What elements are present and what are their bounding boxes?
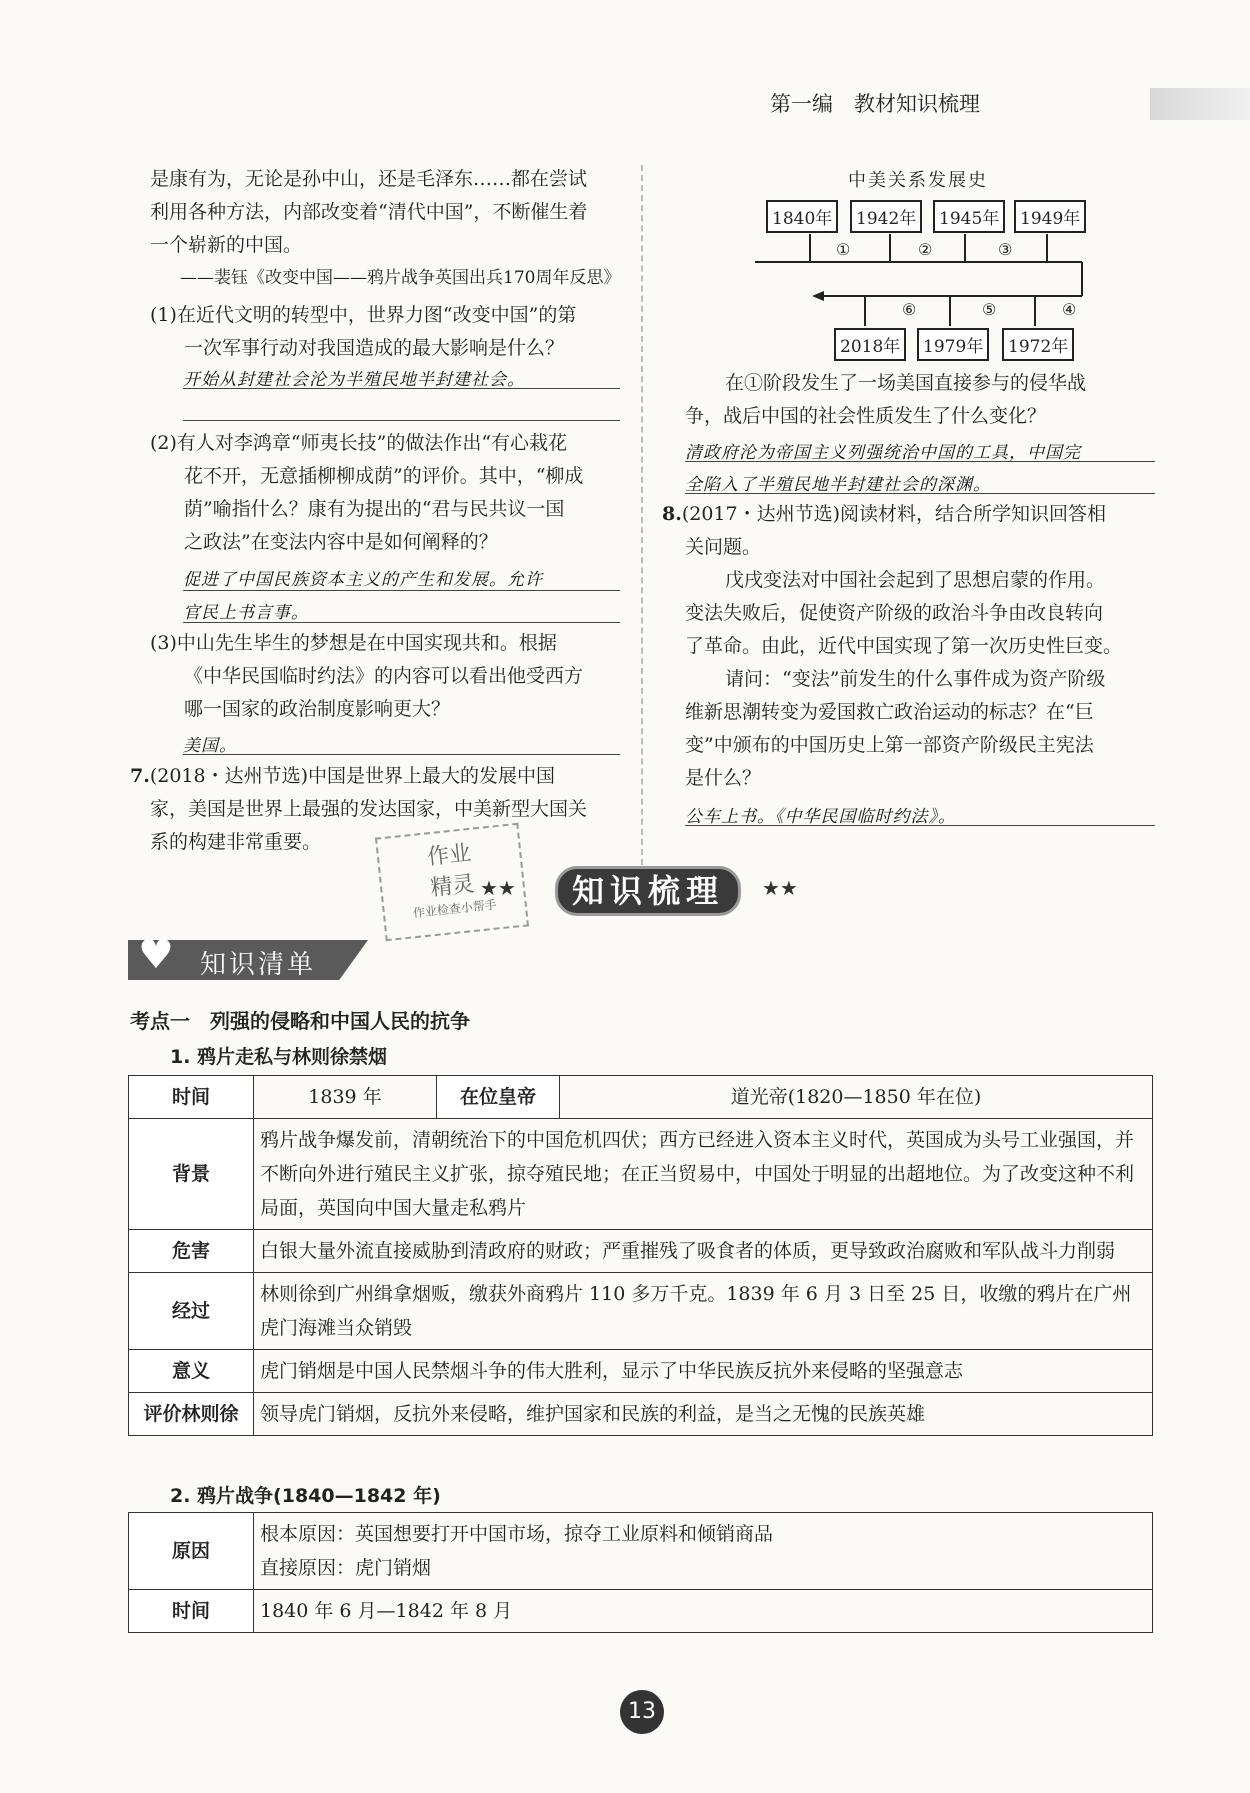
table-opium-ban: [128, 1075, 1153, 1436]
question-2-line: 之政法”在变法内容中是如何阐释的？: [184, 531, 498, 553]
question-3-line: (3)中山先生毕生的梦想是在中国实现共和。根据: [150, 632, 557, 654]
question-7-part: [685, 367, 1185, 433]
answer-2: 促进了中国民族资本主义的产生和发展。允许: [183, 570, 543, 590]
material-line: 了革命。由此，近代中国实现了第一次历史性巨变。: [685, 635, 1123, 657]
answer-line: [183, 388, 620, 389]
question-8-line: 维新思潮转变为爱国救亡政治运动的标志？在“巨: [685, 701, 1094, 723]
answer-7: 全陷入了半殖民地半封建社会的深渊。: [685, 475, 991, 495]
question-3: [150, 627, 630, 726]
question-7-line: 家，美国是世界上最强的发达国家，中美新型大国关: [150, 798, 588, 820]
section-title: 知识梳理: [555, 866, 741, 916]
answer-1: 开始从封建社会沦为半殖民地半封建社会。: [183, 370, 525, 390]
cell-label: 经过: [129, 1273, 254, 1350]
cell-label: 危害: [129, 1230, 254, 1273]
table-row: [129, 1119, 1153, 1230]
stage-mark: ①: [836, 240, 851, 259]
stamp-text: 精灵: [429, 871, 476, 902]
quote-source: ——裴钰《改变中国——鸦片战争英国出兵170周年反思》: [180, 268, 621, 288]
answer-2: 官民上书言事。: [183, 603, 309, 623]
material-line: 变法失败后，促使资产阶级的政治斗争由改良转向: [685, 602, 1104, 624]
year-box: 1979年: [917, 328, 989, 361]
stage-mark: ②: [918, 240, 933, 259]
cell-value: 1840 年 6 月—1842 年 8 月: [254, 1590, 1153, 1633]
question-2: [150, 427, 630, 559]
page-number: 13: [620, 1690, 664, 1734]
table-row: [129, 1513, 1153, 1590]
cell-value: 虎门销烟是中国人民禁烟斗争的伟大胜利，显示了中华民族反抗外来侵略的坚强意志: [254, 1350, 1153, 1393]
cell-label: 时间: [129, 1590, 254, 1633]
quote-line: 利用各种方法，内部改变着“清代中国”，不断催生着: [150, 201, 588, 223]
quote-line: 一个崭新的中国。: [150, 234, 303, 256]
answer-3: 美国。: [183, 736, 237, 756]
stage-mark: ⑥: [902, 300, 917, 319]
cell-value: 领导虎门销烟，反抗外来侵略，维护国家和民族的利益，是当之无愧的民族英雄: [254, 1393, 1153, 1436]
table-row: [129, 1273, 1153, 1350]
header-decoration: [1150, 88, 1250, 120]
stage-mark: ③: [998, 240, 1013, 259]
cell-value: 1839 年: [254, 1076, 437, 1119]
table-row: [129, 1350, 1153, 1393]
cell-value: 鸦片战争爆发前，清朝统治下的中国危机四伏；西方已经进入资本主义时代，英国成为头号工业强国，并不断向外进行殖民主义扩张，掠夺殖民地；在正当贸易中，中国处于明显的出超地位。为了改变这种不利局面，英国向中国大量走私鸦片: [254, 1119, 1153, 1230]
table-row: [129, 1590, 1153, 1633]
year-box: 1840年: [766, 200, 838, 233]
question-8-line: 变”中颁布的中国历史上第一部资产阶级民主宪法: [685, 734, 1094, 756]
cause-root: 根本原因：英国想要打开中国市场，掠夺工业原料和倾销商品: [260, 1523, 774, 1545]
question-3-line: 《中华民国临时约法》的内容可以看出他受西方: [184, 665, 584, 687]
answer-line: [183, 590, 620, 591]
cell-value: 林则徐到广州缉拿烟贩，缴获外商鸦片 110 多万千克。1839 年 6 月 3 日至 25 日，收缴的鸦片在广州虎门海滩当众销毁: [254, 1273, 1153, 1350]
question-3-line: 哪一国家的政治制度影响更大？: [184, 698, 451, 720]
answer-8: 公车上书。《中华民国临时约法》。: [685, 807, 956, 827]
cell-label: 意义: [129, 1350, 254, 1393]
star-icon: ★★: [480, 876, 516, 900]
year-box: 1942年: [850, 200, 922, 233]
question-8-line: 请问：“变法”前发生的什么事件成为资产阶级: [725, 668, 1106, 690]
cell-label: 在位皇帝: [437, 1076, 560, 1119]
header-title: 第一编 教材知识梳理: [770, 92, 980, 116]
material-line: 戊戌变法对中国社会起到了思想启蒙的作用。: [725, 569, 1106, 591]
answer-line: [183, 420, 620, 421]
question-8-line: 关问题。: [685, 536, 762, 558]
cell-value: [254, 1513, 1153, 1590]
year-box: 1945年: [933, 200, 1005, 233]
question-2-line: 花不开，无意插柳柳成荫”的评价。其中，“柳成: [184, 465, 584, 487]
kaodian-heading: 考点一 列强的侵略和中国人民的抗争: [130, 1009, 470, 1033]
year-box: 2018年: [834, 328, 906, 361]
stamp-text: 作业: [426, 840, 473, 871]
quote-block: [150, 163, 630, 365]
question-2-line: (2)有人对李鸿章“师夷长技”的做法作出“有心栽花: [150, 432, 568, 454]
answer-line: [685, 461, 1155, 462]
timeline-title: 中美关系发展史: [848, 170, 988, 191]
question-8-line: 是什么？: [685, 767, 762, 789]
question-8-line: (2017・达州节选)阅读材料，结合所学知识回答相: [681, 503, 1107, 525]
column-divider: [641, 165, 643, 865]
table-row: [129, 1230, 1153, 1273]
answer-7: 清政府沦为帝国主义列强统治中国的工具，中国完: [685, 443, 1081, 463]
cell-label: 评价林则徐: [129, 1393, 254, 1436]
question-7-line: (2018・达州节选)中国是世界上最大的发展中国: [149, 765, 556, 787]
answer-line: [685, 493, 1155, 494]
question-1-line: (1)在近代文明的转型中，世界力图“改变中国”的第: [150, 304, 577, 326]
question-number: 7.: [130, 765, 150, 787]
cell-label: 背景: [129, 1119, 254, 1230]
question-number: 8.: [662, 503, 682, 525]
question-7-line: 争，战后中国的社会性质发生了什么变化？: [685, 405, 1047, 427]
subheading-1: 1. 鸦片走私与林则徐禁烟: [170, 1046, 388, 1068]
subheading-2: 2. 鸦片战争(1840—1842 年): [170, 1485, 441, 1507]
cell-value: 道光帝(1820—1850 年在位): [560, 1076, 1153, 1119]
table-row: [129, 1393, 1153, 1436]
cell-value: 白银大量外流直接威胁到清政府的财政；严重摧残了吸食者的体质，更导致政治腐败和军队战斗力削弱: [254, 1230, 1153, 1273]
table-opium-war: [128, 1512, 1153, 1633]
year-box: 1972年: [1002, 328, 1074, 361]
question-1-line: 一次军事行动对我国造成的最大影响是什么？: [184, 337, 565, 359]
stamp-text: 作业检查小帮手: [412, 897, 498, 921]
year-box: 1949年: [1014, 200, 1086, 233]
cell-label: 原因: [129, 1513, 254, 1590]
star-icon: ★★: [762, 876, 798, 900]
banner-label: 知识清单: [200, 950, 317, 980]
cell-label: 时间: [129, 1076, 254, 1119]
stage-mark: ④: [1062, 300, 1077, 319]
question-7-line: 在①阶段发生了一场美国直接参与的侵华战: [725, 372, 1087, 394]
answer-line: [685, 825, 1155, 826]
quote-line: 是康有为，无论是孙中山，还是毛泽东……都在尝试: [150, 168, 588, 190]
stage-mark: ⑤: [982, 300, 997, 319]
question-2-line: 荫”喻指什么？康有为提出的“君与民共议一国: [184, 498, 565, 520]
cause-direct: 直接原因：虎门销烟: [260, 1557, 432, 1579]
answer-line: [183, 754, 620, 755]
question-8: [662, 498, 1182, 795]
heart-icon: ♥: [138, 932, 174, 978]
question-7-line: 系的构建非常重要。: [150, 831, 322, 853]
answer-line: [183, 622, 620, 623]
table-row: [129, 1076, 1153, 1119]
